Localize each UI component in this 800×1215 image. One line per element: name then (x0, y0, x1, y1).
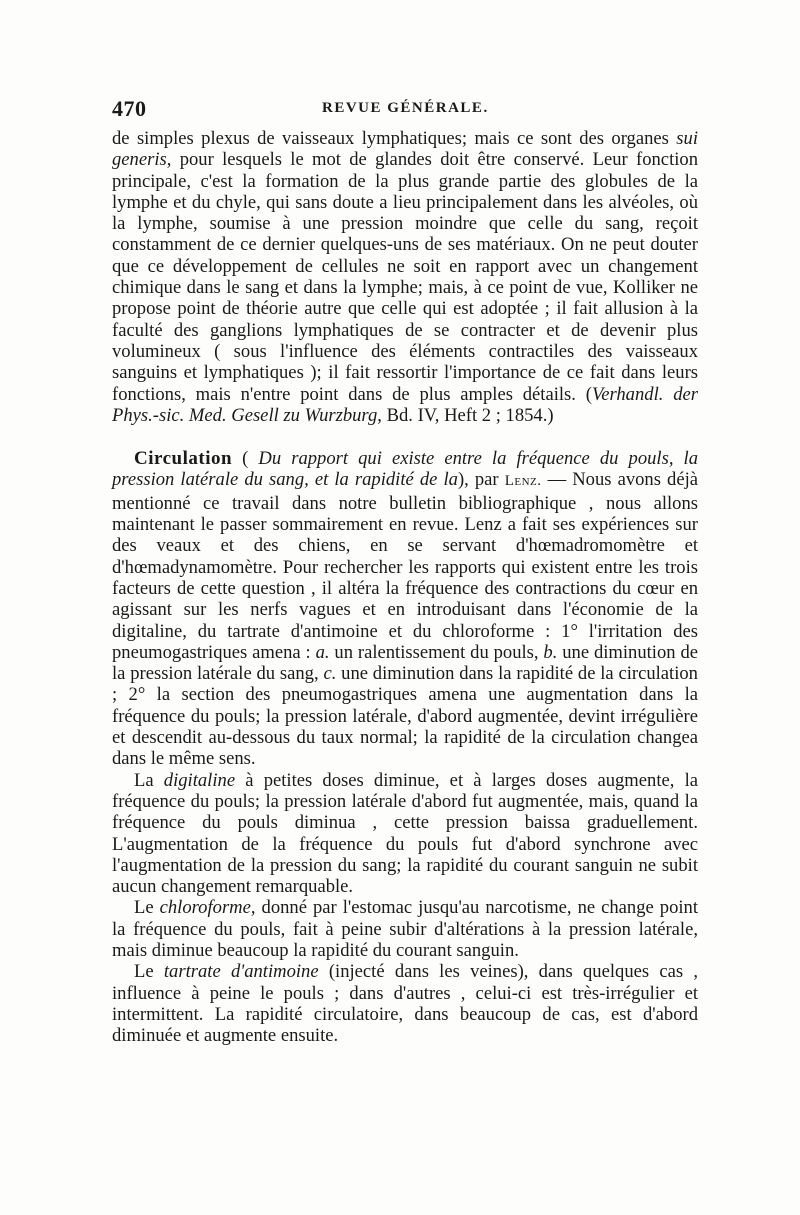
paragraph-digitaline (112, 770, 698, 898)
citation-details: , Bd. IV, Heft 2 ; 1854.) (377, 404, 554, 426)
paragraph-lymph-glands (112, 128, 698, 426)
italic-run: digitaline (163, 769, 236, 791)
text-run: , donné par l'estomac jusqu'au narcotisme, ne change point la fréquence du pouls, fait à peine subir d'altérations à la pression latérale, mais diminue beaucoup la rapidité du courant sanguin. (112, 897, 698, 961)
text-run: ), par (457, 469, 505, 491)
text-run: Le (134, 961, 164, 983)
page-header (112, 96, 697, 124)
list-marker: a. (315, 641, 330, 663)
section-heading: Circulation (134, 448, 233, 470)
italic-run: sui generis (112, 128, 698, 171)
text-run: un ralentissement du pouls, (329, 641, 544, 663)
text-run: , pour lesquels le mot de glandes doit être conservé. Leur fonction principale, c'est la formation de la plus grande partie des globules de la lymphe et du chyle, qui sans doute a lieu principalement dans les alvéoles, où la lymphe, soumise à une pression moindre que celle du sang, reçoit constamment de ce dernier quelques-uns de ses matériaux. On ne peut douter que ce développement de cellules ne soit en rapport avec un changement chimique dans le sang et dans la lymphe; mais, à ce point de vue, Kolliker ne propose point de théorie autre que celle qui est adoptée ; il fait allusion à la faculté des ganglions lymphatiques de se contracter et de devenir plus volumineux ( sous l'influence des éléments contractiles des vaisseaux sanguins et lymphatiques ); il fait ressortir l'importance de ce fait dans leurs fonctions, mais n'entre point dans de plus amples détails. ( (112, 149, 698, 405)
page-body (112, 128, 698, 1046)
text-run: de simples plexus de vaisseaux lymphatiques; mais ce sont des organes (112, 128, 677, 149)
text-run: (injecté dans les veines), dans quelques cas , influence à peine le pouls ; dans d'autres , celui-ci est très-irrégulier et intermittent. La rapidité circulatoire, dans beaucoup de cas, est d'abord diminuée et augmente ensuite. (112, 961, 698, 1047)
text-run: une diminution dans la rapidité de la circulation ; 2° la section des pneumogastriques amena une augmentation dans la fréquence du pouls; la pression latérale, d'abord augmentée, devint irrégulière et descendit au-dessous du taux normal; la rapidité de la circulation changea dans le même sens. (112, 663, 698, 770)
text-run: ( (232, 448, 259, 470)
paragraph-tartrate (112, 961, 698, 1046)
citation-journal: Verhandl. der Phys.-sic. Med. Gesell zu Wurzburg (112, 383, 698, 426)
section-gap (112, 426, 698, 448)
paragraph-chloroforme (112, 897, 698, 961)
list-marker: b. (543, 641, 558, 663)
text-run: La (134, 769, 164, 791)
text-run: une diminution de la pression latérale du sang, (112, 641, 698, 685)
section-subtitle: Du rapport qui existe entre la fréquence du pouls, la pression latérale du sang, et la rapidité de la (112, 448, 699, 491)
text-run: à petites doses diminue, et à larges doses augmente, la fréquence du pouls; la pression latérale d'abord fut augmentée, mais, quand la fréquence du pouls diminua , cette pression baissa graduellement. L'augmentation de la fréquence du pouls fut d'abord synchrone avec l'augmentation de la pression du sang; la rapidité du courant sanguin ne subit aucun changement remarquable. (112, 769, 698, 898)
text-run: — Nous avons déjà mentionné ce travail dans notre bulletin bibliographique , nous allons maintenant le passer sommairement en revue. Lenz a fait ses expériences sur des veaux et des chiens, en se servant d'hœmadromomètre et d'hœmadynamomètre. Pour rechercher les rapports qui existent entre les trois facteurs de cette question , il altéra la fréquence des contractions du cœur en agissant sur les nerfs vagues et en introduisant dans l'économie de la digitaline, du tartrate d'antimoine et du chloroforme : 1° l'irritation des pneumogastriques amena : (112, 469, 698, 663)
list-marker: c. (323, 663, 337, 685)
author-name: Lenz. (504, 473, 542, 490)
italic-run: tartrate d'antimoine (163, 961, 319, 983)
text-run: Le (134, 897, 160, 919)
running-head: REVUE GÉNÉRALE. (322, 100, 489, 116)
page-number: 470 (112, 96, 147, 121)
paragraph-circulation (112, 448, 698, 769)
italic-run: chloroforme (159, 897, 251, 919)
